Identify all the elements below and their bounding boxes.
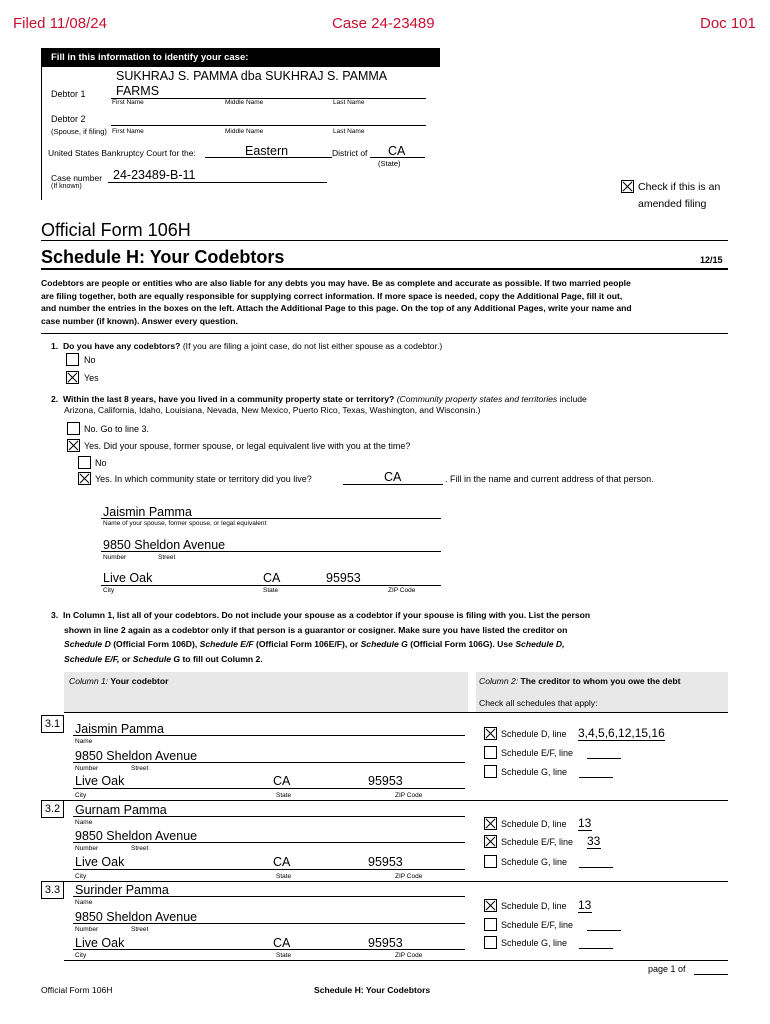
codebtor-state[interactable]: CA [273, 936, 291, 950]
schedule-ef-line-value[interactable]: 33 [587, 834, 601, 848]
street-underline [73, 762, 465, 763]
first-name-caption-2: First Name [112, 128, 144, 135]
q1-yes-checkbox[interactable] [66, 371, 79, 384]
q2-street[interactable]: 9850 Sheldon Avenue [103, 538, 226, 552]
schedule-g-checkbox[interactable] [484, 855, 497, 868]
case-number-header: Case 24-23489 [332, 15, 435, 32]
codebtor-name[interactable]: Jaismin Pamma [75, 722, 164, 736]
schedule-d-line-value[interactable]: 13 [578, 816, 592, 830]
case-number-value[interactable]: 24-23489-B-11 [113, 168, 196, 182]
first-name-caption: First Name [112, 99, 144, 106]
amended-checkbox[interactable] [621, 180, 634, 193]
street-underline [73, 923, 465, 924]
page-number: page 1 of [648, 964, 686, 974]
idbox-left-border [41, 67, 42, 200]
codebtor-zip[interactable]: 95953 [368, 855, 403, 869]
debtor1-name-line2[interactable]: FARMS [116, 84, 160, 98]
debtor1-underline [111, 98, 426, 99]
codebtor-city[interactable]: Live Oak [75, 855, 125, 869]
schedule-g-label: Schedule G, line [501, 857, 568, 867]
district-state-value[interactable]: CA [388, 144, 406, 158]
state-caption: (State) [378, 159, 401, 168]
q2-no-label: No. Go to line 3. [84, 424, 150, 434]
debtor1-name-line1[interactable]: SUKHRAJ S. PAMMA dba SUKHRAJ S. PAMMA [116, 69, 388, 83]
title-rule-top [41, 240, 728, 241]
schedule-ef-label: Schedule E/F, line [501, 837, 574, 847]
court-label: United States Bankruptcy Court for the: [48, 148, 196, 158]
q2-text-line2: Arizona, California, Idaho, Louisiana, Nevada, New Mexico, Puerto Rico, Texas, Washington, and Wisconsin.) [64, 405, 481, 415]
codebtor-zip[interactable]: 95953 [368, 936, 403, 950]
check-all-label: Check all schedules that apply: [479, 698, 598, 708]
debtor2-label: Debtor 2 [51, 114, 86, 124]
schedule-d-label: Schedule D, line [501, 819, 567, 829]
name-underline [73, 896, 465, 897]
city-caption: City [75, 873, 87, 880]
schedule-d-checkbox[interactable] [484, 817, 497, 830]
q2-city-underline [101, 585, 441, 586]
q1-no-label: No [84, 355, 96, 365]
schedule-ef-label: Schedule E/F, line [501, 748, 574, 758]
codebtor-street[interactable]: 9850 Sheldon Avenue [75, 829, 198, 843]
court-underline [205, 157, 332, 158]
codebtor-name[interactable]: Surinder Pamma [75, 883, 169, 897]
name-caption: Name [75, 819, 93, 826]
case-number-sub: (If known) [51, 183, 82, 190]
street-underline [73, 842, 465, 843]
schedule-g-line-value[interactable] [579, 936, 613, 949]
codebtor-city[interactable]: Live Oak [75, 936, 125, 950]
schedule-d-checkbox[interactable] [484, 899, 497, 912]
q2-sub-yes-label: Yes. In which community state or territory did you live? [95, 474, 312, 484]
number-caption: Number [75, 845, 99, 852]
q3-text: 3. In Column 1, list all of your codebtors. Do not include your spouse as a codebtor if your spouse is filing with you. List the person shown in line 2 again as a codebtor only if that person is a guarantor or cosigner. Make sure you have listed the creditor on Schedule D (Official Form 106D), Schedule E/F (Official Form 106E/F), or Schedule G (Official Form 106G). Use Schedule D, Schedule E/F, or Schedule G to fill out Column 2. [51, 610, 591, 664]
column2-header: Column 2: The creditor to whom you owe the debt [479, 676, 681, 686]
schedule-ef-checkbox[interactable] [484, 835, 497, 848]
last-name-caption-2: Last Name [333, 128, 365, 135]
debtor2-underline [111, 125, 426, 126]
q2-state-underline [343, 484, 443, 485]
q2-yes-checkbox[interactable] [67, 439, 80, 452]
schedule-g-checkbox[interactable] [484, 765, 497, 778]
table-bottom-rule [64, 960, 728, 961]
q1-no-checkbox[interactable] [66, 353, 79, 366]
filed-date: Filed 11/08/24 [13, 15, 107, 32]
middle-name-caption-2: Middle Name [225, 128, 264, 135]
schedule-ef-line-value[interactable] [587, 918, 621, 931]
q2-after-text: . Fill in the name and current address of that person. [445, 474, 654, 484]
district-label: District of [332, 148, 368, 158]
intro-paragraph: Codebtors are people or entities who are also liable for any debts you may have. Be as complete and accurate as possible. If two married people are filing together, both are equally responsible for supplying correct information. If more space is needed, copy the Additional Page, fill it out, and number the entries in the boxes on the left. Attach the Additional Page to this page. On the top of any Additional Pages, write your name and case number (if known). Answer every question. [41, 278, 632, 326]
schedule-ef-line-value[interactable] [587, 746, 621, 759]
district-underline [370, 157, 425, 158]
state-caption: State [276, 792, 292, 799]
city-caption: City [75, 792, 87, 799]
columns-rule [64, 712, 728, 713]
number-caption: Number [75, 926, 99, 933]
intro-rule [41, 333, 728, 334]
schedule-ef-checkbox[interactable] [484, 746, 497, 759]
schedule-g-checkbox[interactable] [484, 936, 497, 949]
street-caption: Street [131, 845, 149, 852]
q1-yes-label: Yes [84, 373, 99, 383]
form-number: Official Form 106H [41, 220, 191, 240]
debtor1-label: Debtor 1 [51, 89, 86, 99]
schedule-d-line-value[interactable]: 13 [578, 898, 592, 912]
schedule-d-line-value[interactable]: 3,4,5,6,12,15,16 [578, 726, 665, 740]
q2-yes-label: Yes. Did your spouse, former spouse, or legal equivalent live with you at the time? [84, 441, 411, 451]
schedule-d-label: Schedule D, line [501, 729, 567, 739]
schedule-g-line-value[interactable] [579, 765, 613, 778]
codebtor-zip[interactable]: 95953 [368, 774, 403, 788]
q2-sub-yes-checkbox[interactable] [78, 472, 91, 485]
form-date: 12/15 [700, 255, 723, 265]
q2-zip[interactable]: 95953 [326, 571, 361, 585]
q2-street-caption: Street [158, 554, 176, 561]
q2-state-value[interactable]: CA [384, 470, 402, 484]
schedule-ef-checkbox[interactable] [484, 918, 497, 931]
number-caption: Number [75, 765, 99, 772]
codebtor-name[interactable]: Gurnam Pamma [75, 803, 167, 817]
q2-state-caption: State [263, 587, 279, 594]
row-divider [64, 800, 728, 801]
zip-caption: ZIP Code [395, 873, 423, 880]
q2-sub-no-checkbox[interactable] [78, 456, 91, 469]
city-underline [73, 788, 465, 789]
q2-city-caption: City [103, 587, 115, 594]
q2-zip-caption: ZIP Code [388, 587, 416, 594]
title-rule-bottom [41, 268, 728, 270]
column1-header: Column 1: Your codebtor [69, 676, 169, 686]
last-name-caption: Last Name [333, 99, 365, 106]
q1-text: 1. Do you have any codebtors? (If you are filing a joint case, do not list either spouse as a codebtor.) [51, 341, 443, 351]
name-caption: Name [75, 738, 93, 745]
street-caption: Street [131, 926, 149, 933]
q2-number-caption: Number [103, 554, 127, 561]
codebtor-state[interactable]: CA [273, 855, 291, 869]
amended-label-line1: Check if this is an [638, 181, 721, 193]
schedule-g-label: Schedule G, line [501, 938, 568, 948]
schedule-d-checkbox[interactable] [484, 727, 497, 740]
codebtor-street[interactable]: 9850 Sheldon Avenue [75, 910, 198, 924]
spouse-label: (Spouse, if filing) [51, 127, 107, 136]
schedule-g-line-value[interactable] [579, 855, 613, 868]
schedule-d-label: Schedule D, line [501, 901, 567, 911]
name-caption: Name [75, 899, 93, 906]
q2-text: 2. Within the last 8 years, have you lived in a community property state or territory? (Community property states and territories include [51, 394, 587, 404]
codebtor-city[interactable]: Live Oak [75, 774, 125, 788]
q2-street-underline [101, 551, 441, 552]
state-caption: State [276, 873, 292, 880]
court-district-value[interactable]: Eastern [245, 144, 289, 158]
page-total-underline [694, 974, 728, 975]
q2-spouse-underline [101, 518, 441, 519]
q2-state[interactable]: CA [263, 571, 281, 585]
name-underline [73, 735, 465, 736]
codebtor-state[interactable]: CA [273, 774, 291, 788]
row-divider [64, 881, 728, 882]
q2-spouse-name[interactable]: Jaismin Pamma [103, 505, 192, 519]
footer-form-number: Official Form 106H [41, 985, 113, 995]
form-title: Schedule H: Your Codebtors [41, 247, 285, 267]
schedule-ef-label: Schedule E/F, line [501, 920, 574, 930]
zip-caption: ZIP Code [395, 792, 423, 799]
case-number-underline [108, 182, 327, 183]
footer-title: Schedule H: Your Codebtors [314, 985, 431, 995]
codebtor-street[interactable]: 9850 Sheldon Avenue [75, 749, 198, 763]
codebtor-num: 3.3 [41, 881, 64, 899]
q2-city[interactable]: Live Oak [103, 571, 153, 585]
amended-label-line2: amended filing [638, 198, 707, 210]
case-number-label: Case number [51, 173, 103, 183]
codebtor-num: 3.1 [41, 715, 64, 733]
street-caption: Street [131, 765, 149, 772]
city-caption: City [75, 952, 87, 959]
q2-spouse-caption: Name of your spouse, former spouse, or legal equivalent [103, 520, 267, 527]
zip-caption: ZIP Code [395, 952, 423, 959]
q2-sub-no-label: No [95, 458, 107, 468]
middle-name-caption: Middle Name [225, 99, 264, 106]
doc-number: Doc 101 [700, 15, 756, 32]
codebtor-num: 3.2 [41, 800, 64, 818]
idbox-title: Fill in this information to identify your case: [51, 52, 249, 63]
city-underline [73, 949, 465, 950]
state-caption: State [276, 952, 292, 959]
name-underline [73, 816, 465, 817]
schedule-g-label: Schedule G, line [501, 767, 568, 777]
city-underline [73, 869, 465, 870]
q2-no-checkbox[interactable] [67, 422, 80, 435]
